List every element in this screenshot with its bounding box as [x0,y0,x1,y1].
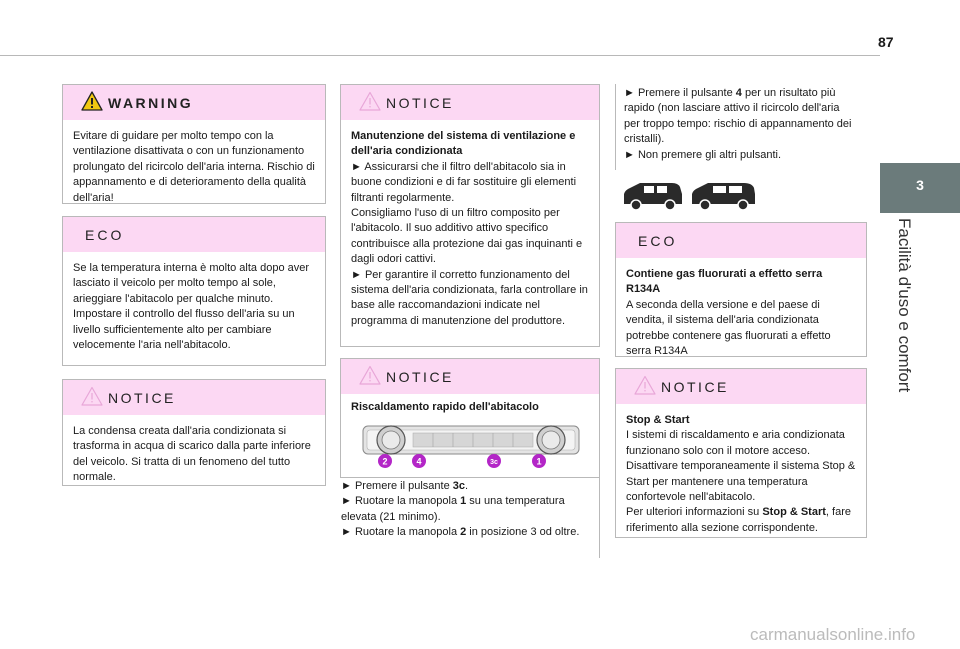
maintenance-heading: Manutenzione del sistema di ventilazione e dell'aria condizionata [351,130,576,158]
eco-refrigerant-title: ECO [638,233,678,249]
maintenance-notice-box [340,84,600,347]
callout-1: 1 [536,456,542,467]
stop-start-heading: Stop & Start [626,414,690,426]
column-divider [615,84,616,170]
vehicle-silhouettes-icon [620,178,760,214]
maintenance-notice-title: NOTICE [386,95,454,111]
notice-text: La condensa creata dall'aria condizionata si trasforma in acqua di scarico dalla parte inferiore del veicolo. Si tratta di un fenomeno del tutto normale. [73,425,311,484]
climate-control-panel-illustration [361,421,581,473]
warning-text: Evitare di guidare per molto tempo con la ventilazione disattivata o con un funzionamento prolungato del ricircolo dell'aria interna. Rischio di appannamento e di deterioramento della qualità dell'aria! [73,130,315,204]
step-4: ► Premere il pulsante 4 per un risultato più rapido (non lasciare attivo il ricircolo dell'aria per troppo tempo: rischio di appannamento dei cristalli). [624,87,852,146]
step-3: ► Ruotare la manopola 2 in posizione 3 od oltre. [341,526,580,539]
notice-title: NOTICE [108,390,176,406]
callout-3c: 3c [490,459,498,466]
eco-refrigerant-box [615,222,867,357]
warning-body [63,120,325,214]
warning-title: WARNING [108,95,194,111]
notice-header [63,380,325,415]
eco-refrigerant-heading: Contiene gas fluorurati a effetto serra R134A [626,268,823,296]
page-number: 87 [878,34,894,50]
chapter-number: 3 [916,177,924,193]
stop-start-title: NOTICE [661,379,729,395]
eco-text-2: Impostare il controllo del flusso dell'aria su un livello sufficientemente alto per cambiare velocemente l'aria nell'abitacolo. [73,308,295,352]
step-1: ► Premere il pulsante 3c. [341,480,469,492]
eco-text-1: Se la temperatura interna è molto alta dopo aver lasciato il veicolo per molto tempo al sole, arieggiare l'abitacolo per qualche minuto. [73,262,310,305]
maintenance-bullet-1: ► Assicurarsi che il filtro dell'abitacolo sia in buone condizioni e di far sostituire gli elementi filtranti regolarmente. [351,160,577,204]
quick-heating-header [341,359,599,394]
chapter-title: Facilità d'uso e comfort [895,218,914,393]
watermark: carmanualsonline.info [750,625,916,644]
eco-refrigerant-body [616,258,866,367]
eco-refrigerant-text: A seconda della versione e del paese di vendita, il sistema dell'aria condizionata potrebbe contenere gas fluorurati a effetto serra R134A [626,298,831,358]
stop-start-body [616,404,866,544]
callout-4: 4 [416,456,422,467]
column-divider [599,478,600,558]
eco-refrigerant-header [616,223,866,258]
quick-heating-continued [624,86,856,163]
caution-icon [359,91,381,111]
eco-body [63,252,325,361]
callout-2: 2 [382,456,388,467]
eco-title: ECO [85,227,125,243]
stop-start-text-1: I sistemi di riscaldamento e aria condizionata funzionano solo con il motore acceso. [626,429,845,457]
caution-icon [81,386,103,406]
stop-start-text-3: Per ulteriori informazioni su Stop & Start, fare riferimento alla sezione corrispondente. [626,506,851,534]
notice-body [63,415,325,494]
quick-heating-title: NOTICE [386,369,454,385]
stop-start-text-2: Disattivare temporaneamente il sistema Stop & Start per mantenere una temperatura confortevole nell'abitacolo. [626,460,856,504]
quick-heating-body [341,394,599,423]
quick-heating-steps [341,479,597,541]
caution-icon [359,365,381,385]
notice-box [62,379,326,486]
caution-icon [634,375,656,395]
chapter-tab [880,163,960,213]
quick-heating-heading: Riscaldamento rapido dell'abitacolo [351,401,539,413]
maintenance-paragraph: Consigliamo l'uso di un filtro composito per l'abitacolo. Il suo additivo attivo specifico contribuisce alla protezione dai gas inquinanti e dagli odori cattivi. [351,207,583,266]
warning-box [62,84,326,204]
eco-header [63,217,325,252]
step-2: ► Ruotare la manopola 1 su una temperatura elevata (21 minimo). [341,495,565,523]
warning-icon [81,91,103,111]
top-rule [0,55,880,56]
stop-start-notice-box [615,368,867,538]
warning-header [63,85,325,120]
maintenance-bullet-2: ► Per garantire il corretto funzionamento del sistema dell'aria condizionata, farla controllare in base alle raccomandazioni indicate nel programma di manutenzione del produttore. [351,268,588,327]
stop-start-header [616,369,866,404]
quick-heating-notice-box [340,358,600,478]
eco-box [62,216,326,366]
step-5: ► Non premere gli altri pulsanti. [624,148,782,161]
maintenance-notice-header [341,85,599,120]
maintenance-notice-body [341,120,599,337]
